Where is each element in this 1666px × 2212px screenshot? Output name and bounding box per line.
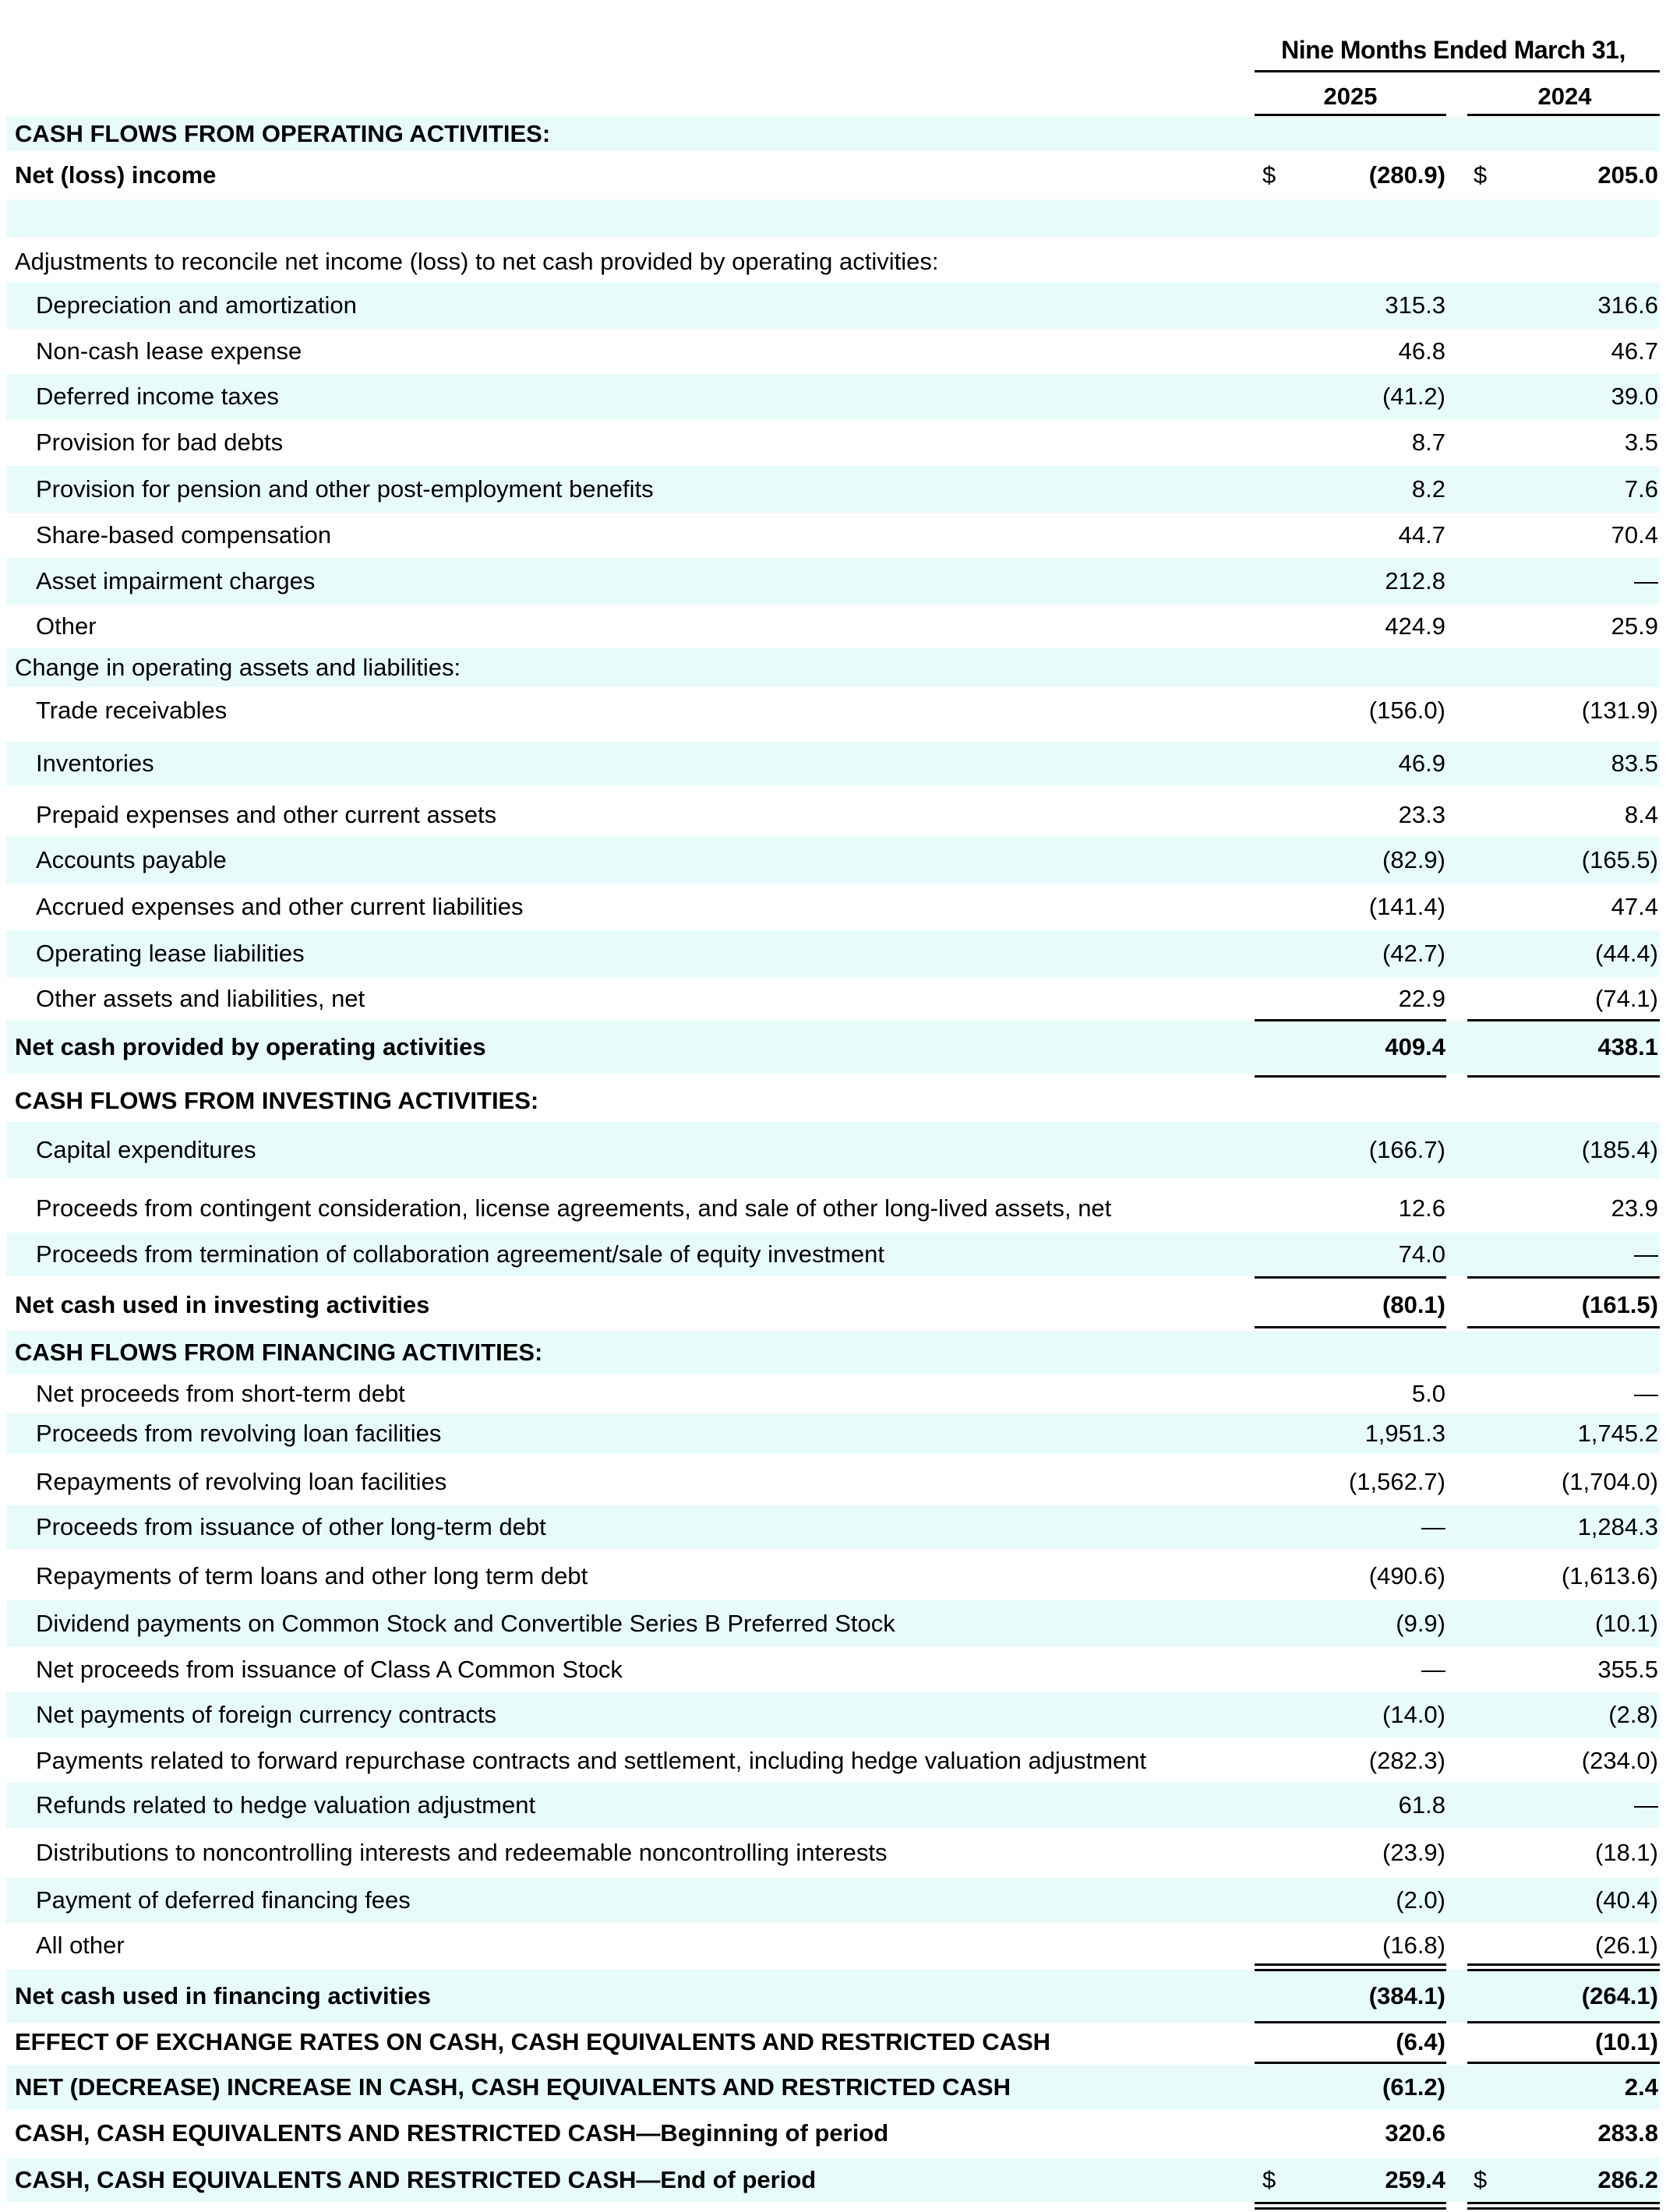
table-row — [6, 1080, 1660, 1122]
row-label: Provision for pension and other post-employment benefits — [36, 475, 654, 503]
value-2025: 424.9 — [1385, 612, 1445, 640]
table-row — [6, 2023, 1660, 2062]
row-label: Payment of deferred financing fees — [36, 1886, 411, 1914]
value-2025: (166.7) — [1368, 1136, 1445, 1163]
value-2024: (26.1) — [1595, 1932, 1658, 1959]
value-2024: 286.2 — [1597, 2166, 1658, 2193]
rule-fx-bottom-2025 — [1255, 2062, 1446, 2064]
row-label: CASH FLOWS FROM INVESTING ACTIVITIES: — [15, 1087, 539, 1114]
table-row — [6, 1122, 1660, 1178]
value-2025: (2.0) — [1396, 1886, 1445, 1914]
currency-symbol-2024: $ — [1474, 161, 1488, 189]
row-label: Asset impairment charges — [36, 567, 316, 594]
value-2025: (280.9) — [1368, 161, 1445, 189]
value-2024: 47.4 — [1611, 893, 1658, 920]
value-2025: 22.9 — [1398, 985, 1445, 1012]
rule-end-2-2025 — [1255, 2207, 1446, 2210]
currency-symbol-2025: $ — [1262, 2166, 1276, 2193]
value-2024: 8.4 — [1624, 801, 1658, 828]
value-2024: (74.1) — [1595, 985, 1658, 1012]
table-row — [6, 1413, 1660, 1454]
row-label: Net (loss) income — [15, 161, 217, 189]
row-label: Accrued expenses and other current liabilities — [36, 893, 524, 920]
column-year-2025: 2025 — [1323, 83, 1378, 110]
value-2024: 438.1 — [1597, 1033, 1658, 1060]
value-2024: 316.6 — [1597, 291, 1658, 319]
rule-op-bottom-2025 — [1255, 1075, 1446, 1078]
row-label: Trade receivables — [36, 697, 228, 724]
currency-symbol-2025: $ — [1262, 161, 1276, 189]
value-2025: (9.9) — [1396, 1610, 1445, 1637]
value-2025: (141.4) — [1368, 893, 1445, 920]
value-2025: (6.4) — [1396, 2028, 1445, 2055]
table-row — [6, 648, 1660, 687]
value-2024: (1,704.0) — [1561, 1468, 1658, 1495]
rule-op-bottom-2024 — [1467, 1075, 1660, 1078]
table-row — [6, 2065, 1660, 2110]
table-row — [6, 466, 1660, 513]
value-2024: (131.9) — [1581, 697, 1658, 724]
row-label: Net cash provided by operating activities — [15, 1033, 486, 1060]
table-row — [6, 1878, 1660, 1923]
table-row — [6, 1923, 1660, 1968]
value-2024: (264.1) — [1581, 1982, 1658, 2009]
row-label: Dividend payments on Common Stock and Convertible Series B Preferred Stock — [36, 1610, 895, 1637]
table-row — [6, 1647, 1660, 1692]
row-label: Payments related to forward repurchase contracts and settlement, including hedge valuation adjustment — [36, 1747, 1147, 1774]
rule-fin-top-2025 — [1255, 1963, 1446, 1966]
value-2025: (156.0) — [1368, 697, 1445, 724]
table-row — [6, 793, 1660, 837]
table-row — [6, 558, 1660, 605]
table-row — [6, 930, 1660, 977]
value-2024: 355.5 — [1597, 1656, 1658, 1683]
value-2024: — — [1634, 1380, 1658, 1407]
row-label: Operating lease liabilities — [36, 940, 305, 967]
table-row — [6, 374, 1660, 419]
table-row — [6, 605, 1660, 648]
table-row — [6, 1739, 1660, 1783]
row-label: Provision for bad debts — [36, 429, 284, 456]
rule-fin-top2-2025 — [1255, 1969, 1446, 1971]
row-label: CASH FLOWS FROM FINANCING ACTIVITIES: — [15, 1339, 543, 1366]
row-label: Deferred income taxes — [36, 383, 279, 410]
table-row — [6, 2111, 1660, 2155]
value-2024: 70.4 — [1611, 521, 1658, 549]
row-label: Capital expenditures — [36, 1136, 256, 1163]
value-2025: (282.3) — [1368, 1747, 1445, 1774]
value-2024: (165.5) — [1581, 846, 1658, 873]
table-row — [6, 1459, 1660, 1505]
row-label: CASH, CASH EQUIVALENTS AND RESTRICTED CASH—Beginning of period — [15, 2119, 889, 2147]
value-2024: 23.9 — [1611, 1194, 1658, 1222]
value-2025: (82.9) — [1382, 846, 1445, 873]
table-row — [6, 1505, 1660, 1549]
table-row — [6, 1783, 1660, 1828]
value-2025: (80.1) — [1382, 1291, 1445, 1318]
value-2025: (41.2) — [1382, 383, 1445, 410]
table-row — [6, 1692, 1660, 1737]
value-2025: 74.0 — [1398, 1240, 1445, 1268]
value-2025: 259.4 — [1385, 2166, 1445, 2193]
row-label: Distributions to noncontrolling interests and redeemable noncontrolling interests — [36, 1839, 888, 1866]
table-row — [6, 742, 1660, 785]
row-label: All other — [36, 1932, 125, 1959]
value-2024: 1,284.3 — [1577, 1513, 1658, 1540]
table-row — [6, 1828, 1660, 1878]
rule-fin-bottom-2025 — [1255, 2021, 1446, 2023]
value-2024: 39.0 — [1611, 383, 1658, 410]
row-label: Adjustments to reconcile net income (loss) to net cash provided by operating activities: — [15, 248, 939, 275]
value-2025: (16.8) — [1382, 1932, 1445, 1959]
value-2024: (1,613.6) — [1561, 1562, 1658, 1589]
value-2025: 315.3 — [1385, 291, 1445, 319]
value-2024: 46.7 — [1611, 337, 1658, 365]
value-2024: 25.9 — [1611, 612, 1658, 640]
currency-symbol-2024: $ — [1474, 2166, 1488, 2193]
row-label: Net cash used in financing activities — [15, 1982, 432, 2009]
value-2024: (161.5) — [1581, 1291, 1658, 1318]
value-2025: 409.4 — [1385, 1033, 1445, 1060]
value-2024: (18.1) — [1595, 1839, 1658, 1866]
value-2024: 7.6 — [1624, 475, 1658, 503]
rule-op-top-2024 — [1467, 1019, 1660, 1021]
row-label: Non-cash lease expense — [36, 337, 302, 365]
value-2024: 83.5 — [1611, 750, 1658, 777]
table-row — [6, 419, 1660, 466]
value-2024: (44.4) — [1595, 940, 1658, 967]
table-row — [6, 687, 1660, 734]
row-label: Net proceeds from short-term debt — [36, 1380, 405, 1407]
row-label: Proceeds from revolving loan facilities — [36, 1420, 442, 1447]
row-label: NET (DECREASE) INCREASE IN CASH, CASH EQUIVALENTS AND RESTRICTED CASH — [15, 2073, 1011, 2101]
row-label: CASH, CASH EQUIVALENTS AND RESTRICTED CASH—End of period — [15, 2166, 817, 2193]
row-label: Other assets and liabilities, net — [36, 985, 365, 1012]
table-row — [6, 884, 1660, 930]
table-row — [6, 117, 1660, 151]
value-2025: (42.7) — [1382, 940, 1445, 967]
row-label: EFFECT OF EXCHANGE RATES ON CASH, CASH EQUIVALENTS AND RESTRICTED CASH — [15, 2028, 1051, 2055]
rule-fin-top-2024 — [1467, 1963, 1660, 1966]
row-label: Inventories — [36, 750, 154, 777]
rule-fin-bottom-2024 — [1467, 2021, 1660, 2023]
value-2024: 2.4 — [1624, 2073, 1658, 2101]
value-2025: 8.2 — [1411, 475, 1445, 503]
value-2025: — — [1421, 1656, 1445, 1683]
value-2025: 46.8 — [1398, 337, 1445, 365]
table-row — [6, 242, 1660, 282]
table-row — [6, 151, 1660, 199]
table-row — [6, 1600, 1660, 1647]
rule-end-1-2025 — [1255, 2202, 1446, 2204]
column-year-2024: 2024 — [1537, 83, 1592, 110]
row-label: Prepaid expenses and other current assets — [36, 801, 497, 828]
rule-fin-top2-2024 — [1467, 1969, 1660, 1971]
rule-inv-bottom-2024 — [1467, 1326, 1660, 1328]
value-2024: (234.0) — [1581, 1747, 1658, 1774]
table-row — [6, 199, 1660, 237]
row-label: Net cash used in investing activities — [15, 1291, 430, 1318]
row-label: Refunds related to hedge valuation adjustment — [36, 1791, 536, 1819]
value-2025: 23.3 — [1398, 801, 1445, 828]
rule-inv-top-2024 — [1467, 1276, 1660, 1279]
value-2025: 5.0 — [1411, 1380, 1445, 1407]
row-label: Proceeds from issuance of other long-term debt — [36, 1513, 546, 1540]
value-2024: (40.4) — [1595, 1886, 1658, 1914]
value-2025: (1,562.7) — [1348, 1468, 1445, 1495]
row-label: Accounts payable — [36, 846, 227, 873]
row-label: Repayments of term loans and other long term debt — [36, 1562, 588, 1589]
table-row — [6, 2158, 1660, 2202]
row-label: Depreciation and amortization — [36, 291, 357, 319]
table-row — [6, 1021, 1660, 1074]
rule-fx-bottom-2024 — [1467, 2062, 1660, 2064]
value-2025: 320.6 — [1385, 2119, 1445, 2147]
value-2025: (384.1) — [1368, 1982, 1445, 2009]
table-row — [6, 1554, 1660, 1599]
value-2025: 12.6 — [1398, 1194, 1445, 1222]
value-2025: 212.8 — [1385, 567, 1445, 594]
value-2024: 1,745.2 — [1577, 1420, 1658, 1447]
table-row — [6, 837, 1660, 884]
value-2025: 44.7 — [1398, 521, 1445, 549]
value-2024: (10.1) — [1595, 1610, 1658, 1637]
table-row — [6, 1184, 1660, 1233]
row-label: CASH FLOWS FROM OPERATING ACTIVITIES: — [15, 120, 551, 147]
table-row — [6, 329, 1660, 374]
value-2025: 61.8 — [1398, 1791, 1445, 1819]
rule-end-2-2024 — [1467, 2207, 1660, 2210]
row-label: Net payments of foreign currency contracts — [36, 1701, 496, 1728]
rule-end-1-2024 — [1467, 2202, 1660, 2204]
value-2025: (490.6) — [1368, 1562, 1445, 1589]
table-row — [6, 1279, 1660, 1331]
value-2025: (61.2) — [1382, 2073, 1445, 2101]
row-label: Proceeds from contingent consideration, license agreements, and sale of other long-lived assets, net — [36, 1194, 1112, 1222]
row-label: Repayments of revolving loan facilities — [36, 1468, 447, 1495]
row-label: Net proceeds from issuance of Class A Common Stock — [36, 1656, 623, 1683]
value-2025: — — [1421, 1513, 1445, 1540]
value-2024: (2.8) — [1608, 1701, 1658, 1728]
value-2024: (10.1) — [1595, 2028, 1658, 2055]
rule-inv-bottom-2025 — [1255, 1326, 1446, 1328]
row-label: Other — [36, 612, 97, 640]
row-label: Share-based compensation — [36, 521, 332, 549]
table-row — [6, 1233, 1660, 1276]
value-2025: (23.9) — [1382, 1839, 1445, 1866]
value-2024: 283.8 — [1597, 2119, 1658, 2147]
table-row — [6, 282, 1660, 329]
row-label: Proceeds from termination of collaboration agreement/sale of equity investment — [36, 1240, 885, 1268]
rule-inv-top-2025 — [1255, 1276, 1446, 1279]
table-row — [6, 513, 1660, 558]
value-2025: 8.7 — [1411, 429, 1445, 456]
row-label: Change in operating assets and liabilities: — [15, 654, 461, 681]
value-2024: 3.5 — [1624, 429, 1658, 456]
table-row — [6, 1970, 1660, 2023]
value-2024: 205.0 — [1597, 161, 1658, 189]
table-row — [6, 1374, 1660, 1413]
value-2025: (14.0) — [1382, 1701, 1445, 1728]
column-group-title: Nine Months Ended March 31, — [1281, 36, 1625, 64]
value-2025: 1,951.3 — [1364, 1420, 1445, 1447]
value-2024: — — [1634, 567, 1658, 594]
table-row — [6, 977, 1660, 1021]
value-2024: (185.4) — [1581, 1136, 1658, 1163]
value-2025: 46.9 — [1398, 750, 1445, 777]
table-row — [6, 1331, 1660, 1374]
value-2024: — — [1634, 1791, 1658, 1819]
value-2024: — — [1634, 1240, 1658, 1268]
rule-op-top-2025 — [1255, 1019, 1446, 1021]
